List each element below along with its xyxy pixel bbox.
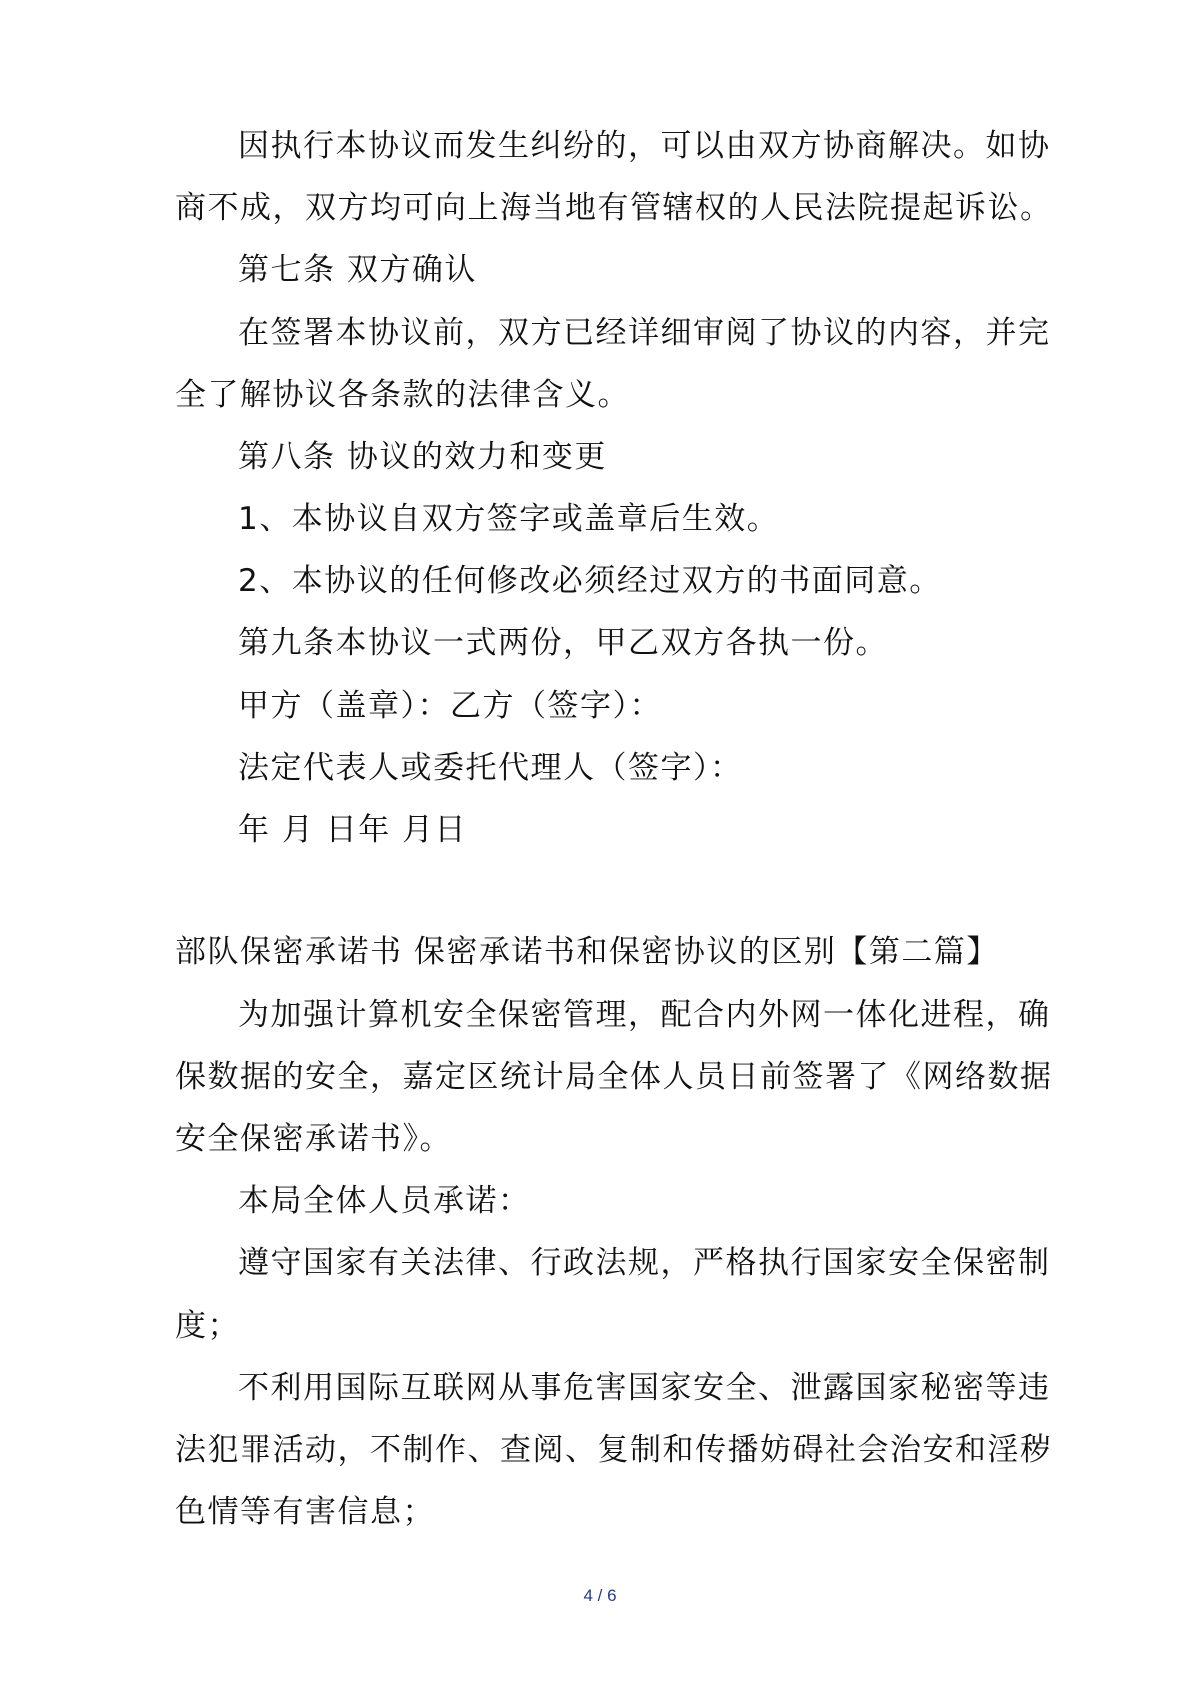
signature-line: 法定代表人或委托代理人（签字）： — [238, 750, 743, 786]
signature-line: 甲方（盖章）：乙方（签字）： — [238, 688, 662, 724]
paragraph-line: 本局全体人员承诺： — [238, 1183, 531, 1219]
paragraph-line: 度； — [175, 1308, 240, 1344]
paragraph-line: 为加强计算机安全保密管理，配合内外网一体化进程，确 — [238, 997, 1051, 1033]
list-item: 2、本协议的任何修改必须经过双方的书面同意。 — [238, 563, 942, 599]
paragraph-line: 色情等有害信息； — [175, 1494, 435, 1530]
date-line: 年 月 日年 月日 — [238, 812, 468, 848]
section-heading: 第七条 双方确认 — [238, 252, 477, 288]
list-item: 1、本协议自双方签字或盖章后生效。 — [238, 501, 780, 537]
page-number: 4 / 6 — [583, 1586, 617, 1605]
paragraph-line: 第九条本协议一式两份，甲乙双方各执一份。 — [238, 625, 888, 661]
paragraph-line: 法犯罪活动，不制作、查阅、复制和传播妨碍社会治安和淫秽 — [175, 1432, 1053, 1468]
article-title: 部队保密承诺书 保密承诺书和保密协议的区别【第二篇】 — [175, 934, 999, 970]
paragraph-line: 因执行本协议而发生纠纷的，可以由双方协商解决。如协 — [238, 128, 1051, 164]
paragraph-line: 在签署本协议前，双方已经详细审阅了协议的内容，并完 — [238, 315, 1051, 351]
paragraph-line: 不利用国际互联网从事危害国家安全、泄露国家秘密等违 — [238, 1370, 1051, 1406]
paragraph-line: 安全保密承诺书》。 — [175, 1121, 452, 1157]
paragraph-line: 商不成，双方均可向上海当地有管辖权的人民法院提起诉讼。 — [175, 190, 1053, 226]
paragraph-line: 保数据的安全，嘉定区统计局全体人员日前签署了《网络数据 — [175, 1059, 1053, 1095]
section-heading: 第八条 协议的效力和变更 — [238, 439, 607, 475]
paragraph-line: 全了解协议各条款的法律含义。 — [175, 377, 630, 413]
paragraph-line: 遵守国家有关法律、行政法规，严格执行国家安全保密制 — [238, 1245, 1051, 1281]
